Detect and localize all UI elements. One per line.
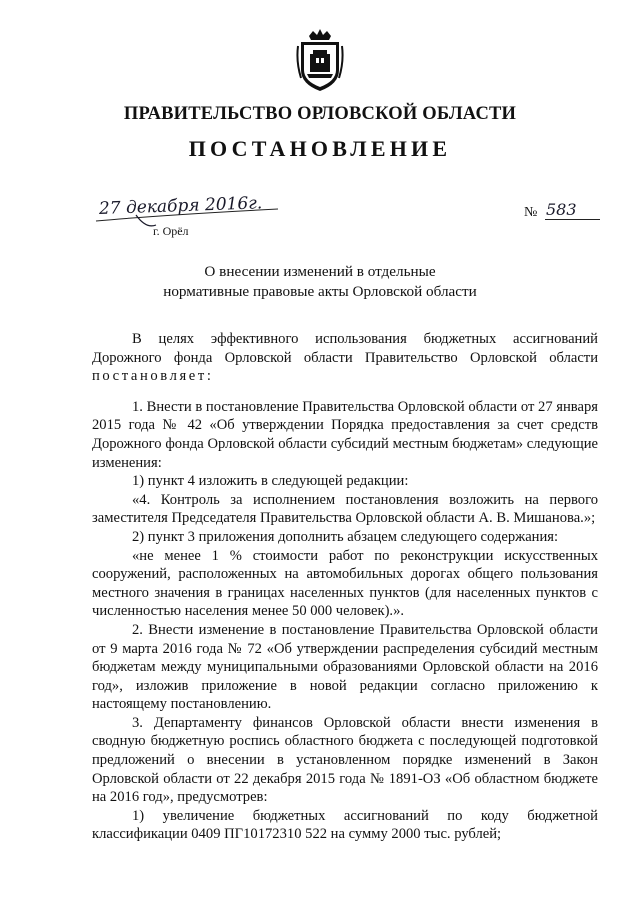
paragraph-2: 2. Внести изменение в постановление Правительства Орловской области от 9 марта 2016 года № 72 «Об утверждении распределения субсидий местным бюджетам между муниципальными образованиями Орловской области на 2016 год», изложив приложение в новой редакции согласно приложению к настоящему постановлению. (92, 621, 598, 713)
intro-verb: постановляет: (92, 368, 214, 385)
subject-line-1: О внесении изменений в отдельные (204, 263, 436, 280)
paragraph-1-2-quote: «не менее 1 % стоимости работ по реконструкции искусственных сооружений, расположенных на автомобильных дорогах общего пользования местного значения в границах населенных пунктов (для населенных пунктов с численностью населения менее 50 000 человек).». (92, 547, 598, 620)
government-title: ПРАВИТЕЛЬСТВО ОРЛОВСКОЙ ОБЛАСТИ (123, 104, 517, 124)
paragraph-1-2: 2) пункт 3 приложения дополнить абзацем следующего содержания: (132, 528, 559, 545)
paragraph-3-1: 1) увеличение бюджетных ассигнований по коду бюджетной классификации 0409 ПГ10172310 522 на сумму 2000 тыс. рублей; (92, 807, 598, 843)
number-underline (545, 219, 600, 220)
document-number: 583 (546, 200, 577, 219)
document-subject (0, 262, 640, 301)
document-body (92, 330, 598, 844)
document-date: 27 декабря 2016г. (98, 193, 263, 219)
coat-of-arms-icon (295, 28, 345, 92)
subject-line-2: нормативные правовые акты Орловской области (163, 282, 477, 300)
intro-paragraph (92, 330, 598, 386)
paragraph-1: 1. Внести в постановление Правительства Орловской области от 27 января 2015 года № 42 «Об утверждении Порядка предоставления за счет средств Дорожного фонда Орловской области субсидий местным бюджетам» следующие изменения: (92, 398, 598, 471)
paragraph-1-1: 1) пункт 4 изложить в следующей редакции: (132, 473, 409, 490)
paragraph-1-1-quote: «4. Контроль за исполнением постановления возложить на первого заместителя Председателя Правительства Орловской области А. В. Мишанова.»; (92, 491, 598, 527)
document-city: г. Орёл (153, 224, 189, 238)
number-label: № (524, 205, 538, 220)
document-type-title: ПОСТАНОВЛЕНИЕ (188, 136, 452, 161)
intro-text: В целях эффективного использования бюджетных ассигнований Дорожного фонда Орловской области Правительство Орловской области (92, 331, 598, 366)
paragraph-3: 3. Департаменту финансов Орловской области внести изменения в сводную бюджетную роспись областного бюджета с последующей подготовкой предложений о внесении в установленном порядке изменений в Закон Орловской области от 22 декабря 2015 года № 1891-ОЗ «Об областном бюджете на 2016 год», предусмотрев: (92, 714, 598, 806)
